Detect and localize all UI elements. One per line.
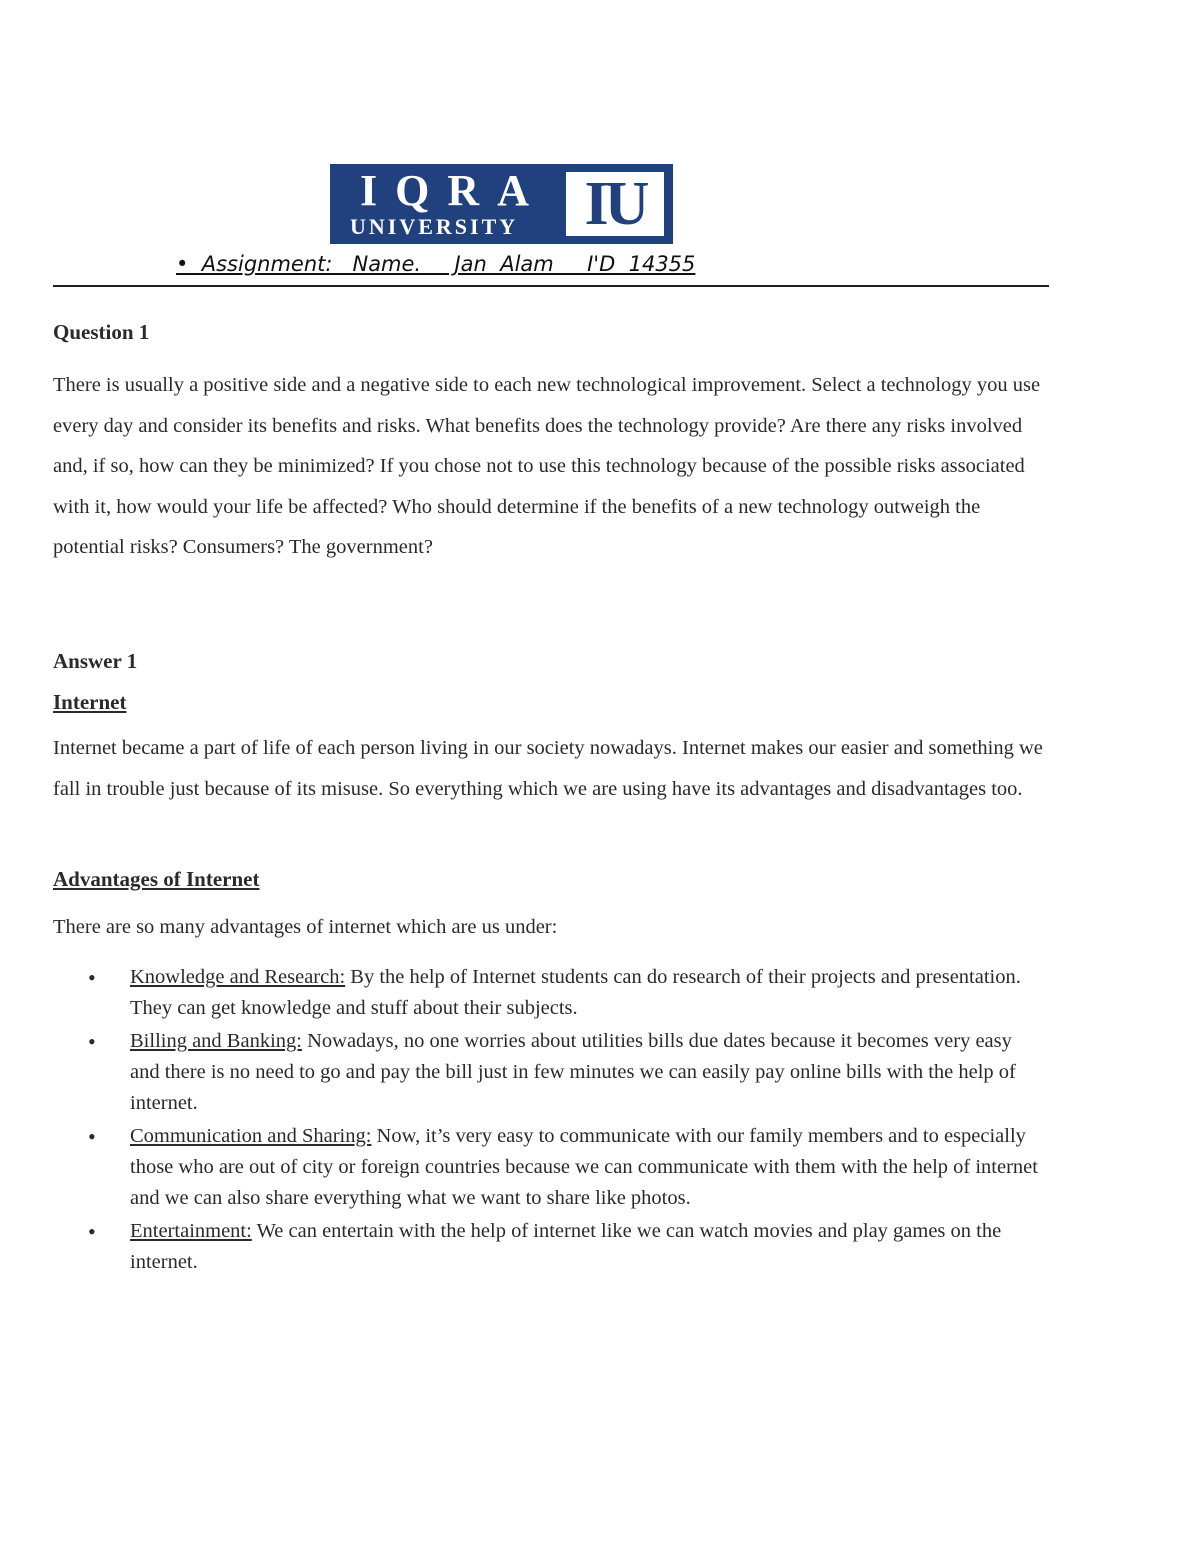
answer-heading: Answer 1 bbox=[53, 649, 138, 673]
assignment-header-line: • Assignment: Name. Jan Alam I'D 14355 bbox=[176, 252, 696, 276]
list-item bbox=[88, 1026, 1045, 1119]
bullet-text: By the help of Internet students can do research of their projects and presentation. They can get knowledge and stuff about their subjects. bbox=[130, 966, 1021, 1019]
bullet-term: Knowledge and Research: bbox=[130, 966, 346, 988]
bullet-icon: • bbox=[88, 1029, 96, 1054]
bullet-text: Now, it’s very easy to communicate with our family members and to especially those who are out of city or foreign countries because we can communicate with them with the help of internet and we can also share everything what we want to share like photos. bbox=[130, 1125, 1038, 1209]
answer-text: Internet became a part of life of each person living in our society nowadays. Internet makes our easier and something we fall in trouble just because of its misuse. So everything which we are using have its advantages and disadvantages too. bbox=[53, 737, 1043, 800]
bullet-term: Communication and Sharing: bbox=[130, 1125, 372, 1147]
bullet-text: Nowadays, no one worries about utilities bills due dates because it becomes very easy and there is no need to go and pay the bill just in few minutes we can easily pay online bills with the help of internet. bbox=[130, 1030, 1016, 1114]
advantages-intro: There are so many advantages of internet which are us under: bbox=[53, 916, 558, 938]
bullet-icon: • bbox=[88, 1219, 96, 1244]
iqra-university-logo bbox=[330, 164, 673, 244]
list-item bbox=[88, 1216, 1045, 1278]
logo-word-iqra: IQRA bbox=[360, 166, 547, 215]
bullet-icon: • bbox=[88, 965, 96, 990]
advantages-list bbox=[88, 962, 1045, 1280]
bullet-term: Billing and Banking: bbox=[130, 1030, 302, 1052]
advantages-heading: Advantages of Internet bbox=[53, 867, 260, 891]
list-item bbox=[88, 1121, 1045, 1214]
list-item bbox=[88, 962, 1045, 1024]
logo-mark-iu: IU bbox=[566, 172, 664, 236]
question-text: There is usually a positive side and a negative side to each new technological improvement. Select a technology you use every day and consider its benefits and risks. What benefits does the technology provide? Are there any risks involved and, if so, how can they be minimized? If you chose not to use this technology because of the possible risks associated with it, how would your life be affected? Who should determine if the benefits of a new technology outweigh the potential risks? Consumers? The government? bbox=[53, 374, 1041, 558]
logo-word-university: UNIVERSITY bbox=[350, 214, 519, 239]
answer-subheading: Internet bbox=[53, 690, 127, 714]
bullet-icon: • bbox=[88, 1124, 96, 1149]
bullet-text: We can entertain with the help of internet like we can watch movies and play games on the internet. bbox=[130, 1220, 1002, 1273]
bullet-term: Entertainment: bbox=[130, 1220, 252, 1242]
question-heading: Question 1 bbox=[53, 320, 150, 344]
header-divider bbox=[53, 285, 1049, 287]
